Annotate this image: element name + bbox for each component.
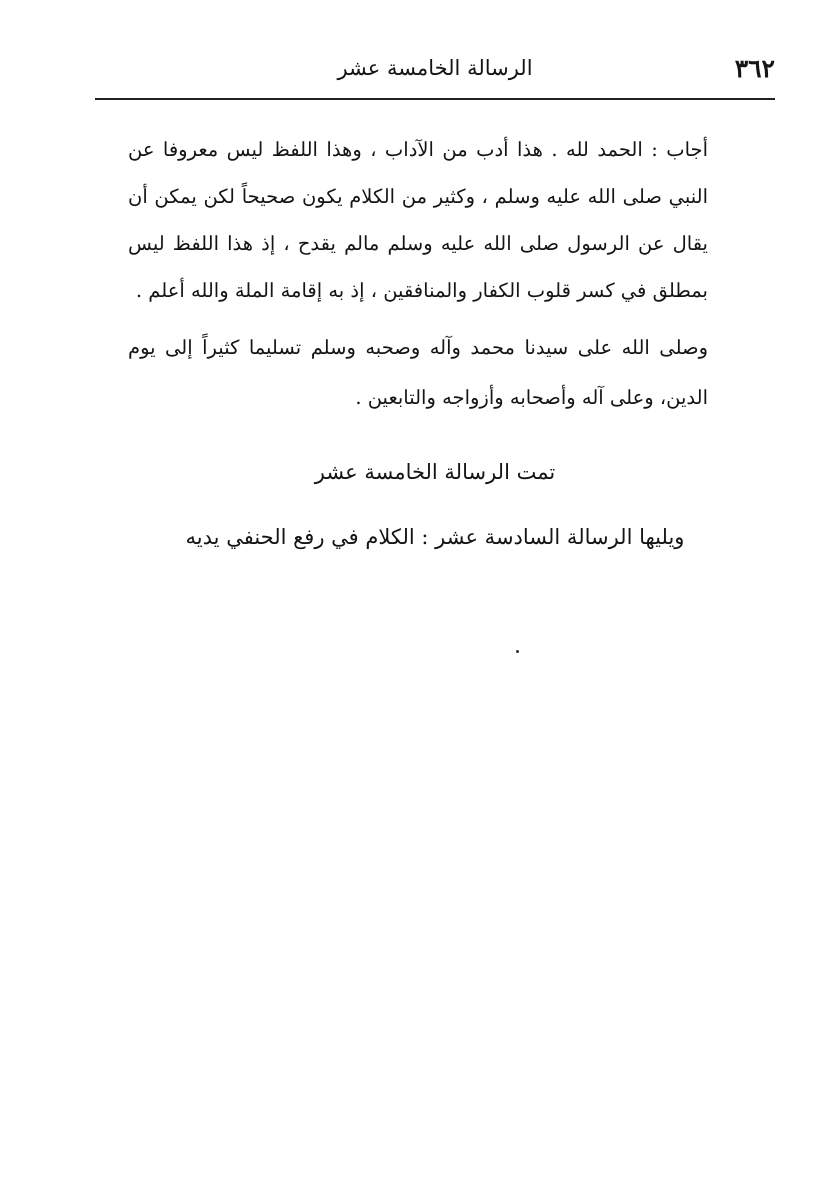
colophon: تمت الرسالة الخامسة عشر [314,460,556,484]
running-title: الرسالة الخامسة عشر [337,56,533,80]
next-treatise-note: ويليها الرسالة السادسة عشر : الكلام في رفع الحنفي يديه [185,525,685,549]
running-header [95,50,775,92]
answer-paragraph: أجاب : الحمد لله . هذا أدب من الآداب ، وهذا اللفظ ليس معروفا عن النبي صلى الله عليه وسلم ، وكثير من الكلام يكون صحيحاً لكن يمكن أن يقال عن الرسول صلى الله عليه وسلم مالم يقدح ، إذ هذا اللفظ ليس بمطلق في كسر قلوب الكفار والمنافقين ، إذ به إقامة الملة والله أعلم . [128,138,708,302]
closing-paragraph: وصلى الله على سيدنا محمد وآله وصحبه وسلم تسليما كثيراً إلى يوم الدين، وعلى آله وأصحابه وأزواجه والتابعين . [128,336,708,409]
print-speck [516,650,519,653]
header-rule [95,98,775,100]
page-number: ٣٦٢ [734,54,775,83]
